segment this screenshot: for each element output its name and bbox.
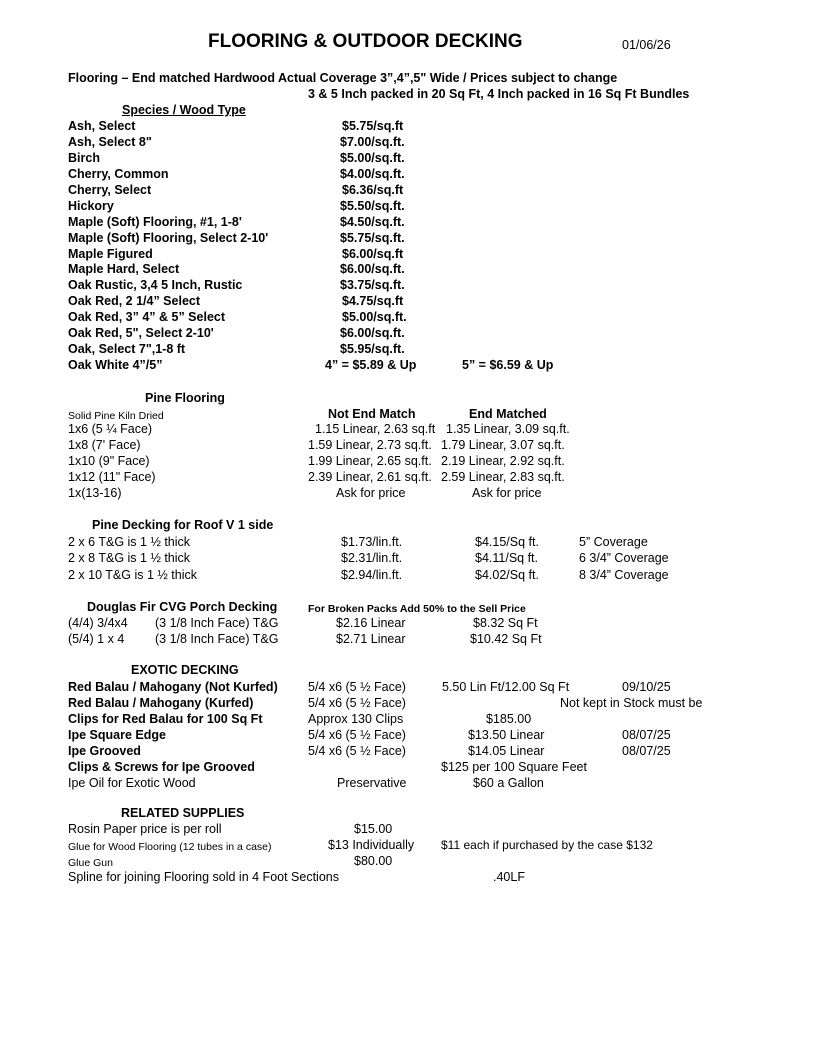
species-price: $3.75/sq.ft. bbox=[340, 278, 405, 292]
pine-end: 1.79 Linear, 3.07 sq.ft. bbox=[441, 438, 565, 452]
species-price: $4.75/sq.ft bbox=[342, 294, 404, 308]
species-price: $6.00/sq.ft. bbox=[340, 326, 405, 340]
pine-size: 1x8 (7' Face) bbox=[68, 438, 141, 452]
species-name: Oak White 4”/5” bbox=[68, 358, 163, 372]
pine-flooring-heading: Pine Flooring bbox=[145, 391, 225, 405]
exotic-date: 08/07/25 bbox=[622, 728, 671, 742]
decking-size: 2 x 6 T&G is 1 ½ thick bbox=[68, 535, 191, 549]
decking-sq: $4.02/Sq ft. bbox=[475, 568, 539, 582]
decking-coverage: 8 3/4” Coverage bbox=[579, 568, 669, 582]
species-name: Oak Red, 5", Select 2-10' bbox=[68, 326, 214, 340]
decking-coverage: 6 3/4” Coverage bbox=[579, 551, 669, 565]
pine-size: 1x10 (9" Face) bbox=[68, 454, 150, 468]
exotic-price: $13.50 Linear bbox=[468, 728, 545, 742]
subtitle-line-2: 3 & 5 Inch packed in 20 Sq Ft, 4 Inch packed in 16 Sq Ft Bundles bbox=[308, 87, 690, 101]
exotic-size: Preservative bbox=[337, 776, 407, 790]
species-price: $5.95/sq.ft. bbox=[340, 342, 405, 356]
page-date: 01/06/26 bbox=[622, 38, 671, 52]
pine-size: 1x(13-16) bbox=[68, 486, 122, 500]
col-not-end-match: Not End Match bbox=[328, 407, 416, 421]
pine-not-end: Ask for price bbox=[336, 486, 406, 500]
decking-lin: $1.73/lin.ft. bbox=[341, 535, 403, 549]
pine-end: 2.59 Linear, 2.83 sq.ft. bbox=[441, 470, 565, 484]
decking-size: 2 x 10 T&G is 1 ½ thick bbox=[68, 568, 197, 582]
pine-not-end: 1.15 Linear, 2.63 sq.ft bbox=[315, 422, 436, 436]
porch-face: (3 1/8 Inch Face) T&G bbox=[155, 616, 279, 630]
species-price: $5.00/sq.ft. bbox=[342, 310, 407, 324]
species-name: Maple Hard, Select bbox=[68, 262, 180, 276]
porch-sq: $8.32 Sq Ft bbox=[473, 616, 538, 630]
porch-note: For Broken Packs Add 50% to the Sell Price bbox=[308, 603, 526, 615]
porch-face: (3 1/8 Inch Face) T&G bbox=[155, 632, 279, 646]
species-name: Cherry, Common bbox=[68, 167, 169, 181]
species-price: $5.75/sq.ft. bbox=[340, 231, 405, 245]
exotic-name: Ipe Grooved bbox=[68, 744, 141, 758]
species-name: Ash, Select 8" bbox=[68, 135, 152, 149]
species-name: Cherry, Select bbox=[68, 183, 152, 197]
exotic-size: 5/4 x6 (5 ½ Face) bbox=[308, 696, 406, 710]
species-price: $4.00/sq.ft. bbox=[340, 167, 405, 181]
exotic-size: Approx 130 Clips bbox=[308, 712, 404, 726]
exotic-note: Not kept in Stock must be bbox=[560, 696, 703, 710]
subtitle-line-1: Flooring – End matched Hardwood Actual Coverage 3”,4”,5" Wide / Prices subject to change bbox=[68, 71, 618, 85]
supply-extra: $11 each if purchased by the case $132 bbox=[441, 838, 653, 852]
supply-name: Spline for joining Flooring sold in 4 Foot Sections bbox=[68, 870, 339, 884]
porch-lin: $2.16 Linear bbox=[336, 616, 406, 630]
col-end-matched: End Matched bbox=[469, 407, 547, 421]
species-name: Maple (Soft) Flooring, #1, 1-8' bbox=[68, 215, 242, 229]
pine-end: 1.35 Linear, 3.09 sq.ft. bbox=[446, 422, 570, 436]
supply-price: $80.00 bbox=[354, 854, 393, 868]
species-price: $6.36/sq.ft bbox=[342, 183, 404, 197]
exotic-size: 5/4 x6 (5 ½ Face) bbox=[308, 728, 406, 742]
decking-lin: $2.31/lin.ft. bbox=[341, 551, 403, 565]
exotic-name: Ipe Square Edge bbox=[68, 728, 166, 742]
species-price: $6.00/sq.ft. bbox=[340, 262, 405, 276]
species-name: Oak Rustic, 3,4 5 Inch, Rustic bbox=[68, 278, 243, 292]
decking-sq: $4.15/Sq ft. bbox=[475, 535, 539, 549]
species-price: $5.00/sq.ft. bbox=[340, 151, 405, 165]
exotic-heading: EXOTIC DECKING bbox=[131, 663, 239, 677]
supply-price: $13 Individually bbox=[328, 838, 415, 852]
pine-subheading: Solid Pine Kiln Dried bbox=[68, 410, 164, 422]
supplies-heading: RELATED SUPPLIES bbox=[121, 806, 245, 820]
species-price: $4.50/sq.ft. bbox=[340, 215, 405, 229]
species-name: Hickory bbox=[68, 199, 114, 213]
exotic-date: 09/10/25 bbox=[622, 680, 671, 694]
species-name: Birch bbox=[68, 151, 100, 165]
page-title: FLOORING & OUTDOOR DECKING bbox=[208, 31, 523, 52]
pine-not-end: 1.59 Linear, 2.73 sq.ft. bbox=[308, 438, 432, 452]
exotic-name: Clips & Screws for Ipe Grooved bbox=[68, 760, 255, 774]
supply-price: $15.00 bbox=[354, 822, 393, 836]
exotic-price: $14.05 Linear bbox=[468, 744, 545, 758]
pine-decking-heading: Pine Decking for Roof V 1 side bbox=[92, 518, 274, 532]
species-name: Maple Figured bbox=[68, 247, 153, 261]
porch-sq: $10.42 Sq Ft bbox=[470, 632, 542, 646]
exotic-size: 5/4 x6 (5 ½ Face) bbox=[308, 744, 406, 758]
species-price: $5.50/sq.ft. bbox=[340, 199, 405, 213]
supply-name: Glue for Wood Flooring (12 tubes in a case) bbox=[68, 841, 272, 853]
pine-end: 2.19 Linear, 2.92 sq.ft. bbox=[441, 454, 565, 468]
porch-size: (5/4) 1 x 4 bbox=[68, 632, 125, 646]
species-price-4-inch: 4” = $5.89 & Up bbox=[325, 358, 417, 372]
decking-coverage: 5” Coverage bbox=[579, 535, 648, 549]
supply-name: Rosin Paper price is per roll bbox=[68, 822, 222, 836]
exotic-price: $185.00 bbox=[486, 712, 532, 726]
porch-heading: Douglas Fir CVG Porch Decking bbox=[87, 600, 278, 614]
pine-not-end: 1.99 Linear, 2.65 sq.ft. bbox=[308, 454, 432, 468]
supply-price: .40LF bbox=[493, 870, 525, 884]
decking-size: 2 x 8 T&G is 1 ½ thick bbox=[68, 551, 191, 565]
supply-name: Glue Gun bbox=[68, 857, 113, 869]
exotic-name: Red Balau / Mahogany (Not Kurfed) bbox=[68, 680, 278, 694]
species-name: Ash, Select bbox=[68, 119, 136, 133]
exotic-price: $125 per 100 Square Feet bbox=[441, 760, 587, 774]
exotic-name: Ipe Oil for Exotic Wood bbox=[68, 776, 196, 790]
exotic-name: Clips for Red Balau for 100 Sq Ft bbox=[68, 712, 263, 726]
pine-size: 1x12 (11" Face) bbox=[68, 470, 156, 484]
species-name: Oak Red, 2 1/4” Select bbox=[68, 294, 201, 308]
decking-sq: $4.11/Sq ft. bbox=[475, 551, 539, 565]
exotic-name: Red Balau / Mahogany (Kurfed) bbox=[68, 696, 254, 710]
pine-not-end: 2.39 Linear, 2.61 sq.ft. bbox=[308, 470, 432, 484]
species-price: $5.75/sq.ft bbox=[342, 119, 404, 133]
exotic-price: 5.50 Lin Ft/12.00 Sq Ft bbox=[442, 680, 570, 694]
decking-lin: $2.94/lin.ft. bbox=[341, 568, 403, 582]
species-price: $7.00/sq.ft. bbox=[340, 135, 405, 149]
pine-end: Ask for price bbox=[472, 486, 542, 500]
porch-lin: $2.71 Linear bbox=[336, 632, 406, 646]
species-name: Oak, Select 7",1-8 ft bbox=[68, 342, 186, 356]
exotic-date: 08/07/25 bbox=[622, 744, 671, 758]
species-name: Oak Red, 3” 4” & 5” Select bbox=[68, 310, 226, 324]
species-heading: Species / Wood Type bbox=[122, 103, 246, 117]
species-price: $6.00/sq.ft bbox=[342, 247, 404, 261]
pine-size: 1x6 (5 ¼ Face) bbox=[68, 422, 153, 436]
species-name: Maple (Soft) Flooring, Select 2-10' bbox=[68, 231, 269, 245]
exotic-price: $60 a Gallon bbox=[473, 776, 544, 790]
species-price-5-inch: 5” = $6.59 & Up bbox=[462, 358, 554, 372]
exotic-size: 5/4 x6 (5 ½ Face) bbox=[308, 680, 406, 694]
porch-size: (4/4) 3/4x4 bbox=[68, 616, 128, 630]
